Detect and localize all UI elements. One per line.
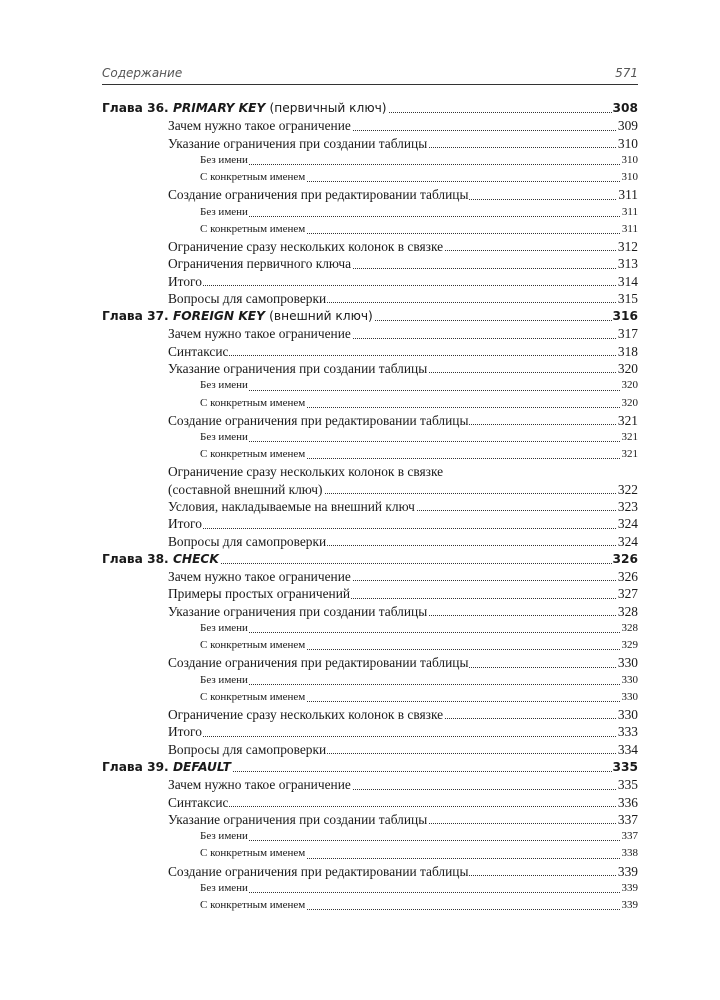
toc-section[interactable] [102,741,638,758]
chapter-page-number: 308 [612,99,638,117]
toc-section[interactable] [102,290,638,307]
toc-page-number: 338 [621,845,639,862]
toc-page-number: 334 [617,741,638,757]
toc-entry-text: С конкретным именем [200,448,306,461]
toc-subsection[interactable] [102,897,638,914]
toc-section[interactable] [102,811,638,828]
toc-section[interactable] [102,498,638,515]
dot-leader-line [168,736,638,737]
toc-section[interactable] [102,585,638,602]
toc-entry-text: С конкретным именем [200,690,306,703]
toc-entry-text: Без имени [200,205,248,218]
toc-page-number: 337 [617,811,638,827]
chapter-label: Глава 36. [102,101,169,115]
chapter-heading-text [102,760,232,774]
toc-entry-text: С конкретным именем [200,222,306,235]
header-title: Содержание [102,66,183,80]
toc-entry-text: С конкретным именем [200,899,306,912]
chapter-heading[interactable] [102,550,638,568]
toc-subsection[interactable] [102,446,638,463]
toc-section[interactable] [102,325,638,342]
toc-page-number: 320 [621,377,639,394]
toc-page-number: 310 [621,169,639,186]
dot-leader [200,152,638,169]
toc-entry-text: Зачем нужно такое ограничение [168,569,351,585]
toc-entry-text: Создание ограничения при редактировании таблицы [168,655,469,671]
toc-section[interactable] [102,794,638,811]
toc-page-number: 326 [617,569,638,585]
toc-entry-text: Синтаксис [168,794,229,810]
toc-section[interactable] [102,568,638,585]
toc-subsection[interactable] [102,672,638,689]
toc-entry-text: Без имени [200,430,248,443]
dot-leader [200,880,638,897]
dot-leader-line [200,684,638,685]
toc-page-number: 330 [617,707,638,723]
toc-subsection[interactable] [102,880,638,897]
toc-page-number: 328 [621,620,639,637]
toc-entry-text: Вопросы для самопроверки [168,290,327,306]
toc-entry-text: Без имени [200,153,248,166]
toc-entry-text: Зачем нужно такое ограничение [168,118,351,134]
toc-section[interactable] [102,776,638,793]
dot-leader [168,515,638,532]
toc-section[interactable] [102,515,638,532]
chapter-page-number: 316 [612,307,638,325]
toc-section[interactable] [102,723,638,740]
toc-page-number: 315 [617,290,638,306]
dot-leader [168,273,638,290]
toc-entry-text: Указание ограничения при создании таблицы [168,361,428,377]
toc-page-number: 330 [621,689,639,706]
dot-leader-line [168,355,638,356]
toc-section[interactable] [102,463,638,480]
toc-page-number: 323 [617,498,638,514]
toc-page-number: 322 [617,481,638,497]
toc-entry-text: Создание ограничения при редактировании таблицы [168,863,469,879]
toc-entry-text: Зачем нужно такое ограничение [168,326,351,342]
toc-page-number: 324 [617,533,638,549]
toc-entry-text: Создание ограничения при редактировании таблицы [168,187,469,203]
toc-entry-text: Примеры простых ограничений [168,586,351,602]
chapter-page-number: 326 [612,550,638,568]
toc-page-number: 339 [621,897,639,914]
toc-entry-text: Синтаксис [168,343,229,359]
toc-section[interactable] [102,343,638,360]
toc-page-number: 333 [617,724,638,740]
chapter-heading-text [102,309,374,323]
toc-entry-text: Без имени [200,881,248,894]
dot-leader-line [200,840,638,841]
chapter-heading[interactable] [102,758,638,776]
toc-page-number: 320 [621,395,639,412]
toc-subsection[interactable] [102,429,638,446]
dot-leader-line [168,806,638,807]
running-header [102,66,638,84]
toc-entry-text: Итого [168,724,202,740]
toc-subsection[interactable] [102,221,638,238]
toc-page-number: 320 [617,361,638,377]
header-page-number: 571 [615,66,638,80]
toc-page-number: 328 [617,603,638,619]
toc-page-number: 321 [621,429,639,446]
chapter-label: Глава 38. [102,551,169,566]
toc-page-number: 339 [621,880,639,897]
toc-page-number: 330 [617,655,638,671]
dot-leader-line [200,632,638,633]
toc-entry-text: Итого [168,273,202,289]
chapter-label: Глава 37. [102,309,169,324]
toc-page-number: 309 [617,118,638,134]
toc-section[interactable] [102,273,638,290]
dot-leader-line [200,892,638,893]
toc-entry-text: Указание ограничения при создании таблицы [168,135,428,151]
toc-section[interactable] [102,186,638,203]
toc-subsection[interactable] [102,620,638,637]
toc-subsection[interactable] [102,152,638,169]
chapter-title: DEFAULT [172,759,231,774]
dot-leader [168,794,638,811]
toc-page-number: 318 [617,343,638,359]
chapter-title: FOREIGN KEY [172,309,265,324]
dot-leader [200,429,638,446]
chapter-subtitle: (первичный ключ) [269,101,387,115]
toc-entry-text: С конкретным именем [200,639,306,652]
toc-page-number: 312 [617,238,638,254]
toc-subsection[interactable] [102,845,638,862]
chapter-subtitle: (внешний ключ) [269,309,373,324]
dot-leader [168,343,638,360]
dot-leader [200,204,638,221]
table-of-contents [102,99,638,914]
toc-page-number: 311 [621,221,638,238]
toc-section[interactable] [102,603,638,620]
toc-section[interactable] [102,238,638,255]
toc-entry-text: Итого [168,516,202,532]
toc-entry-text: Ограничение сразу нескольких колонок в связке [168,464,444,480]
toc-page-number: 324 [617,516,638,532]
toc-page-number: 327 [617,586,638,602]
toc-page-number: 330 [621,672,639,689]
toc-entry-text: Вопросы для самопроверки [168,533,327,549]
toc-page-number: 335 [617,777,638,793]
toc-section[interactable] [102,255,638,272]
toc-entry-text: Указание ограничения при создании таблицы [168,811,428,827]
chapter-heading-text [102,552,220,566]
toc-entry-text: Без имени [200,673,248,686]
chapter-heading[interactable] [102,307,638,325]
toc-entry-text: Указание ограничения при создании таблицы [168,603,428,619]
toc-page-number: 317 [617,326,638,342]
dot-leader [200,377,638,394]
dot-leader-line [200,164,638,165]
toc-page-number: 336 [617,794,638,810]
toc-section[interactable] [102,533,638,550]
toc-entry-text: С конкретным именем [200,396,306,409]
dot-leader-line [168,528,638,529]
toc-page-number: 311 [621,204,638,221]
toc-page-number: 337 [621,828,639,845]
dot-leader [200,620,638,637]
toc-entry-text: (составной внешний ключ) [168,481,323,497]
chapter-heading[interactable] [102,99,638,117]
chapter-title: CHECK [172,551,219,566]
toc-page-number: 314 [617,273,638,289]
toc-page-number: 321 [621,446,639,463]
toc-entry-text: Условия, накладываемые на внешний ключ [168,498,415,514]
dot-leader-line [200,441,638,442]
chapter-label: Глава 39. [102,759,169,774]
toc-section[interactable] [102,654,638,671]
toc-entry-text: Без имени [200,379,248,392]
toc-subsection[interactable] [102,828,638,845]
dot-leader-line [200,390,638,391]
toc-entry-text: С конкретным именем [200,847,306,860]
header-rule [102,84,638,85]
toc-entry-text: Вопросы для самопроверки [168,741,327,757]
toc-page-number: 311 [618,187,638,203]
toc-page-number: 339 [617,863,638,879]
toc-entry-text: Зачем нужно такое ограничение [168,777,351,793]
toc-entry-text: Ограничение сразу нескольких колонок в связке [168,707,444,723]
dot-leader-line [168,285,638,286]
toc-section[interactable] [102,481,638,498]
toc-entry-text: Без имени [200,830,248,843]
toc-page-number: 310 [617,135,638,151]
toc-entry-text: Без имени [200,622,248,635]
toc-entry-text: С конкретным именем [200,171,306,184]
chapter-page-number: 335 [612,758,638,776]
chapter-heading-text [102,101,388,115]
toc-page-number: 313 [617,256,638,272]
toc-subsection[interactable] [102,377,638,394]
toc-section[interactable] [102,863,638,880]
dot-leader [168,723,638,740]
dot-leader [200,672,638,689]
chapter-title: PRIMARY KEY [172,101,266,115]
toc-subsection[interactable] [102,169,638,186]
toc-subsection[interactable] [102,204,638,221]
toc-page-number: 310 [621,152,639,169]
toc-subsection[interactable] [102,689,638,706]
toc-entry-text: Ограничение сразу нескольких колонок в связке [168,238,444,254]
toc-page-number: 321 [617,412,638,428]
toc-subsection[interactable] [102,395,638,412]
toc-entry-text: Ограничения первичного ключа [168,256,352,272]
toc-section[interactable] [102,412,638,429]
toc-page-number: 329 [621,637,639,654]
toc-subsection[interactable] [102,637,638,654]
toc-section[interactable] [102,706,638,723]
toc-section[interactable] [102,117,638,134]
toc-section[interactable] [102,135,638,152]
toc-section[interactable] [102,360,638,377]
dot-leader-line [200,216,638,217]
toc-entry-text: Создание ограничения при редактировании таблицы [168,412,469,428]
dot-leader [200,828,638,845]
